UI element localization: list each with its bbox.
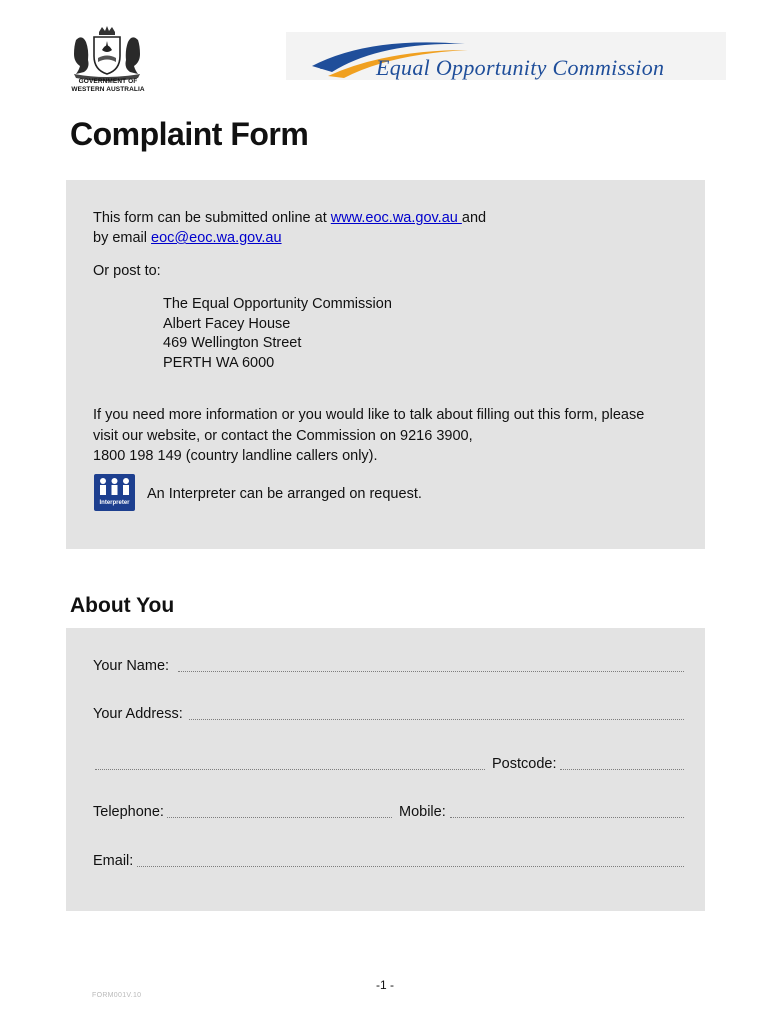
intro-line <box>93 209 486 229</box>
postcode-label: Postcode: <box>492 756 557 772</box>
more-info-line-3: 1800 198 149 (country landline callers only). <box>93 448 378 464</box>
address-field[interactable] <box>189 719 684 720</box>
address-label: Your Address: <box>93 706 183 722</box>
telephone-label: Telephone: <box>93 804 164 820</box>
website-link[interactable]: www.eoc.wa.gov.au <box>330 210 462 226</box>
email-line <box>93 229 282 249</box>
intro-suffix: and <box>461 210 487 226</box>
interpreter-note: An Interpreter can be arranged on request. <box>147 486 422 502</box>
postcode-field[interactable] <box>560 769 684 770</box>
post-to-label: Or post to: <box>93 263 161 279</box>
more-info-line-2: visit our website, or contact the Commission on 9216 3900, <box>93 428 473 444</box>
intro-prefix: This form can be submitted online at <box>93 210 331 226</box>
name-field[interactable] <box>178 671 684 672</box>
eoc-name: Equal Opportunity Commission <box>376 55 665 80</box>
interpreter-icon-label: Interpreter <box>99 500 130 506</box>
name-label: Your Name: <box>93 658 170 674</box>
email-prefix: by email <box>93 230 152 246</box>
address-line-3: 469 Wellington Street <box>163 335 302 351</box>
interpreter-people-icon <box>94 474 135 501</box>
page-title: Complaint Form <box>70 116 309 152</box>
about-you-heading: About You <box>70 594 175 617</box>
mobile-label: Mobile: <box>399 804 446 820</box>
form-code: FORM001V.10 <box>92 992 142 999</box>
email-link[interactable]: eoc@eoc.wa.gov.au <box>151 230 282 246</box>
email-field[interactable] <box>137 866 684 867</box>
government-label: GOVERNMENT OF WESTERN AUSTRALIA <box>71 78 145 93</box>
address-line-4: PERTH WA 6000 <box>163 355 275 371</box>
email-label: Email: <box>93 853 134 869</box>
more-info-line-1: If you need more information or you would like to talk about filling out this form, please <box>93 407 645 423</box>
page-number: -1 - <box>376 978 394 992</box>
mobile-field[interactable] <box>450 817 684 818</box>
address-line-1: The Equal Opportunity Commission <box>163 296 392 312</box>
address-field-line-2[interactable] <box>95 769 485 770</box>
address-line-2: Albert Facey House <box>163 316 291 332</box>
telephone-field[interactable] <box>167 817 392 818</box>
interpreter-icon <box>94 474 135 511</box>
